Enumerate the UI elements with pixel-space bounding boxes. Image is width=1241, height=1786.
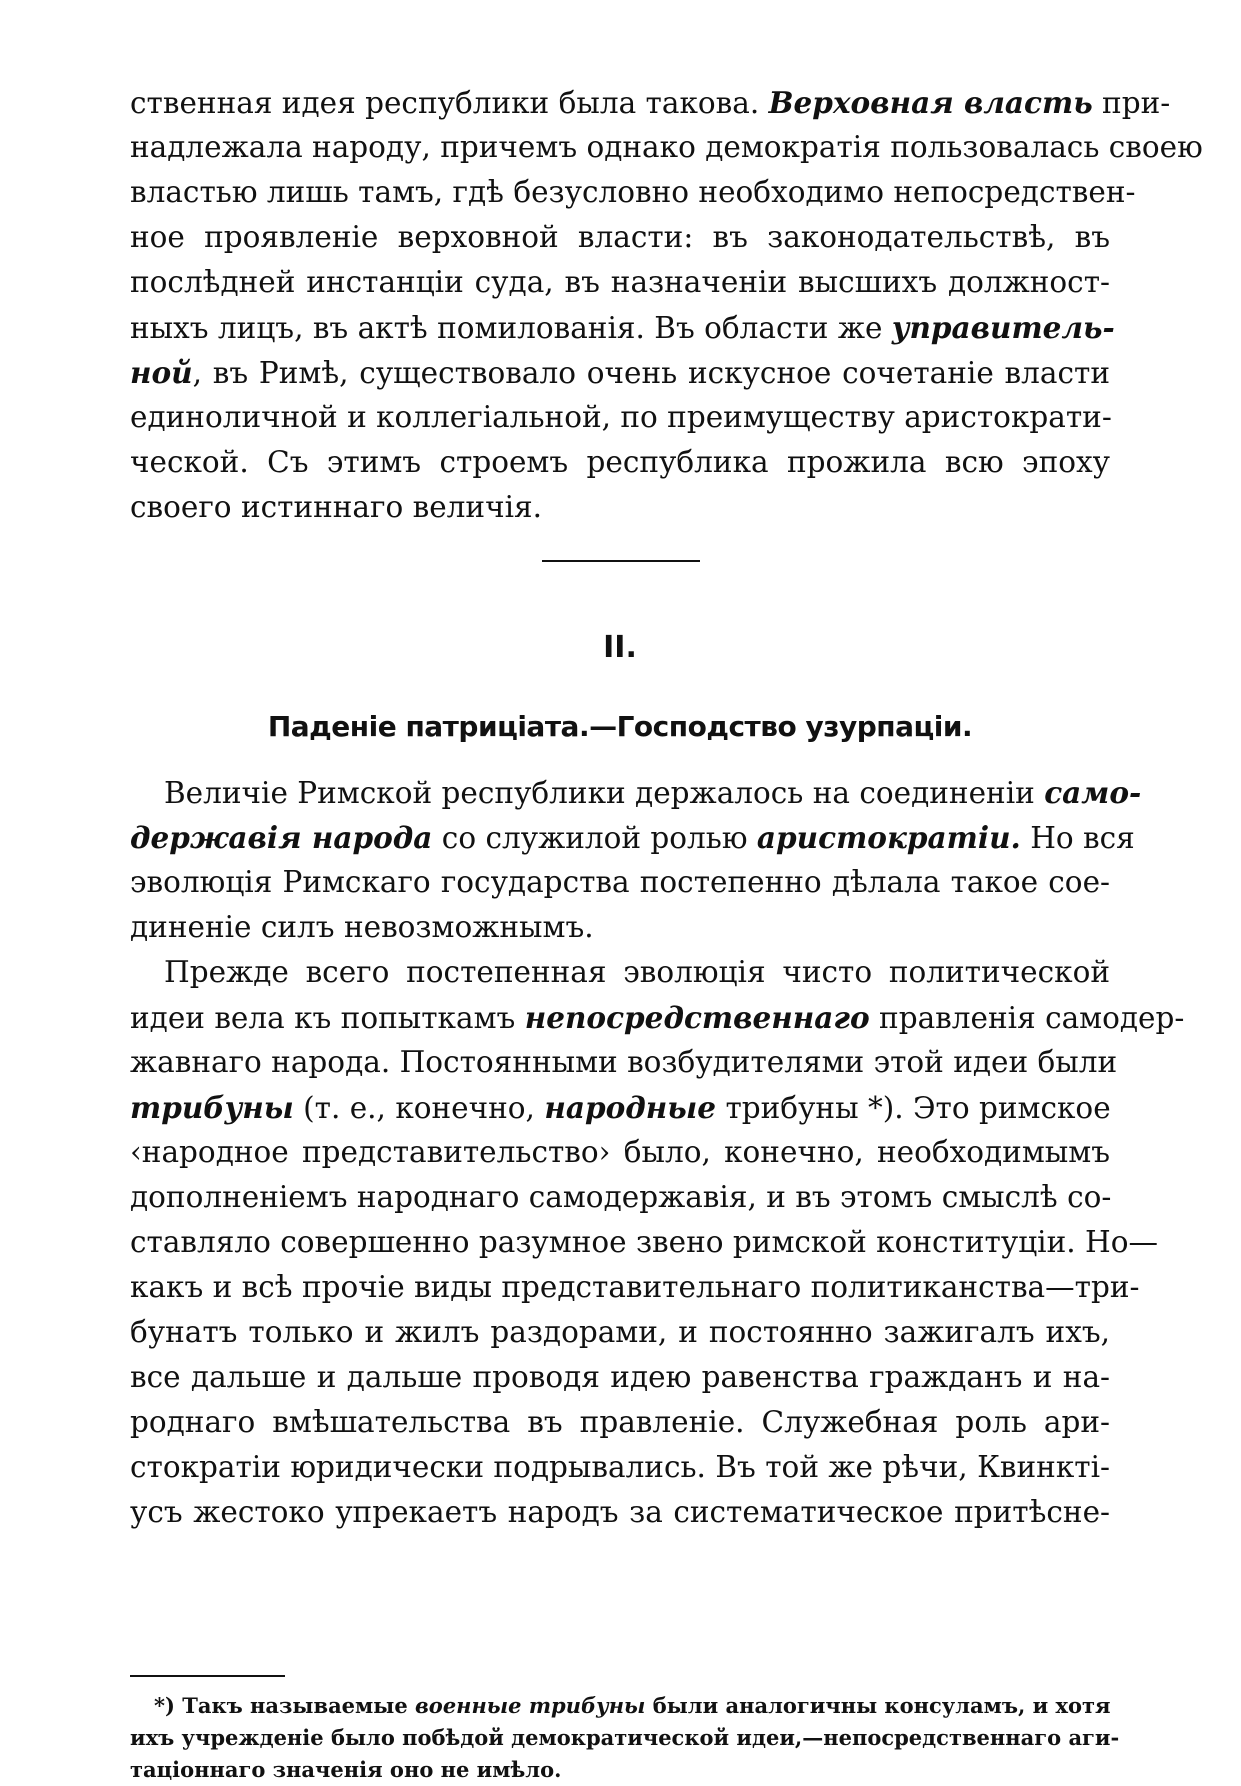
section-title: Паденіе патриціата.—Господство узурпаціи. (267, 710, 973, 743)
text-line: стократіи юридически подрывались. Въ той же рѣчи, Квинкті- (130, 1450, 1110, 1484)
italic-phrase: аристократіи. (756, 820, 1021, 855)
text-line: ставляло совершенно разумное звено римской конституціи. Но— (130, 1225, 1159, 1259)
footnote (130, 1690, 1120, 1786)
text-line: все дальше и дальше проводя идею равенства гражданъ и на- (130, 1360, 1110, 1394)
italic-phrase: Верховная власть (768, 85, 1093, 120)
italic-phrase: трибуны (130, 1090, 294, 1125)
text-line: трибуны (т. е., конечно, народные трибуны *). Это римское (130, 1090, 1111, 1125)
text-line: своего истиннаго величія. (130, 490, 543, 524)
footnote-line: ихъ учрежденіе было побѣдой демократической идеи,—непосредственнаго аги- (130, 1725, 1120, 1750)
text-line: усъ жестоко упрекаетъ народъ за систематическое притѣсне- (130, 1495, 1110, 1529)
text-line: ной, въ Римѣ, существовало очень искусное сочетаніе власти (130, 355, 1110, 390)
text-line: диненіе силъ невозможнымъ. (130, 910, 594, 944)
italic-phrase: само- (1044, 775, 1142, 810)
text-line: ственная идея республики была такова. Верховная власть при- (130, 85, 1171, 120)
italic-phrase: ной (130, 355, 193, 390)
section-divider (542, 560, 700, 562)
footnote-line: таціоннаго значенія оно не имѣло. (130, 1757, 562, 1782)
document-page (130, 80, 1203, 1782)
italic-phrase: управитель- (891, 310, 1115, 345)
top-paragraph (130, 80, 1203, 530)
text-line: какъ и всѣ прочіе виды представительнаго политиканства—три- (130, 1270, 1140, 1304)
italic-phrase: державія народа (130, 820, 433, 855)
text-line: ческой. Съ этимъ строемъ республика прожила всю эпоху (130, 445, 1110, 479)
text-line: жавнаго народа. Постоянными возбудителями этой идеи были (130, 1045, 1118, 1079)
text-line: надлежала народу, причемъ однако демократія пользовалась своею (130, 130, 1203, 164)
paragraph-2 (130, 950, 1185, 1535)
italic-phrase: военные трибуны (415, 1693, 646, 1718)
text-line: эволюція Римскаго государства постепенно дѣлала такое сое- (130, 865, 1110, 899)
italic-phrase: народные (544, 1090, 717, 1125)
footnote-divider (130, 1675, 285, 1677)
main-text (130, 770, 1185, 1535)
text-line: Прежде всего постепенная эволюція чисто политической (164, 955, 1110, 989)
text-line: ‹народное представительство› было, конечно, необходимымъ (130, 1135, 1110, 1169)
text-line: Величіе Римской республики держалось на соединеніи само- (164, 775, 1142, 810)
footnote-line: *) Такъ называемые военные трибуны были аналогичны консуламъ, и хотя (154, 1693, 1111, 1718)
text-line: идеи вела къ попыткамъ непосредственнаго правленія самодер- (130, 1000, 1185, 1035)
text-line: ныхъ лицъ, въ актѣ помилованія. Въ области же управитель- (130, 310, 1115, 345)
text-line: единоличной и коллегіальной, по преимуществу аристократи- (130, 400, 1112, 434)
text-line: ное проявленіе верховной власти: въ законодательствѣ, въ (130, 220, 1110, 254)
text-line: дополненіемъ народнаго самодержавія, и въ этомъ смыслѣ со- (130, 1180, 1112, 1214)
text-line: державія народа со служилой ролью аристократіи. Но вся (130, 820, 1135, 855)
text-line: роднаго вмѣшательства въ правленіе. Служебная роль ари- (130, 1405, 1110, 1439)
text-line: властью лишь тамъ, гдѣ безусловно необходимо непосредствен- (130, 175, 1136, 209)
paragraph-1 (130, 770, 1142, 950)
section-number: II. (603, 630, 637, 665)
italic-phrase: непосредственнаго (524, 1000, 870, 1035)
text-line: бунатъ только и жилъ раздорами, и постоянно зажигалъ ихъ, (130, 1315, 1110, 1349)
text-line: послѣдней инстанціи суда, въ назначеніи высшихъ должност- (130, 265, 1110, 299)
